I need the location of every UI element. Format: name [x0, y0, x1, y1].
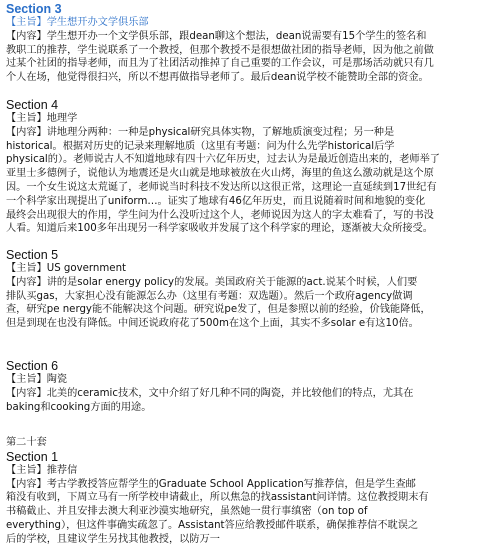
- section-3-content-line-2: 教职工的推荐，学生说联系了一个教授，但那个教授不是很想做社团的指导老师，因为他之前做: [6, 44, 434, 56]
- section-4-content-line-2: historical。根据对历史的记录来理解地质（这里有考题：问为什么先学historical后学: [6, 140, 395, 152]
- section-5-title: Section 5: [6, 248, 59, 262]
- section-6-content-line-1: 【内容】北美的ceramic技术，文中介绍了好几种不同的陶瓷，并比较他们的特点，尤其在: [6, 387, 414, 399]
- section-3-content-line-3: 过某个社团的指导老师，而且为了社团活动推掉了自己重要的工作会议，可是那场活动就只有几: [6, 58, 434, 70]
- section-6: [6, 359, 482, 414]
- section-5-content-line-3: 查，研究pe nergy能不能解决这个问题。研究说pe发了，但是参照以前的经验，价钱能降低，: [6, 304, 431, 316]
- section-4-content-line-1: 【内容】讲地理分两种：一种是physical研究具体实物，了解地质演变过程；另一种是: [6, 126, 395, 138]
- section-3-content-line-1: 【内容】学生想开办一个文学俱乐部，跟dean聊这个想法，dean说需要有15个学生的签名和: [6, 30, 427, 42]
- section-6-content-line-2: baking和cooking方面的用途。: [6, 401, 152, 413]
- set-20-content-line-2: 箱没有收到，下周立马有一所学校申请截止，所以焦急的找assistant问详情。这位教授期末有: [6, 492, 429, 504]
- section-4-content-line-3: physical的）。老师说古人不知道地球有四十六亿年历史，过去认为是最近创造出来的，老师举了: [6, 154, 440, 166]
- set-20-content-line-3: 书稿截止、并且安排去澳大利亚沙漠实地研究，虽然她一贯行事缜密（on top of: [6, 506, 368, 518]
- set-20-section-1-topic: 【主旨】推荐信: [6, 464, 78, 476]
- set-20-section-1-title: Section 1: [6, 449, 59, 464]
- section-4-topic: 【主旨】地理学: [6, 113, 78, 124]
- section-3: [6, 2, 482, 85]
- section-3-title: Section 3: [6, 2, 62, 16]
- section-3-content-line-4: 个人在场，他觉得很扫兴，所以不想再做指导老师了。最后dean说学校不能赞助全部的资金。: [6, 72, 429, 84]
- section-5: [6, 248, 482, 331]
- section-4-content-line-7: 最终会出现很大的作用，学生问为什么没听过这个人，老师说因为这人的字太难看了，写的书没: [6, 209, 434, 221]
- set-heading: 第二十套: [6, 437, 47, 448]
- set-20-content-line-1: 【内容】考古学教授答应帮学生的Graduate School Application写推荐信，但是学生查邮: [6, 478, 416, 490]
- section-5-content-line-4: 但是到现在也没有降低。中间还说政府花了500m在这个上面，其实不多solar e有这10倍。: [6, 318, 419, 330]
- set-20-content-line-4: everything），但这件事确实疏忽了。Assistant答应给教授邮件联系，确保推荐信不耽误之: [6, 519, 419, 531]
- section-5-content-line-1: 【内容】讲的是solar energy policy的发展。美国政府关于能源的act.说某个时候，人们要: [6, 276, 418, 288]
- section-3-topic: 【主旨】学生想开办文学俱乐部: [6, 17, 149, 28]
- section-4-content-line-8: 人看。知道后来100多年出现另一科学家吸收并发展了这个科学家的理论，逐渐被大众所接受。: [6, 223, 433, 235]
- set-20-content-line-5: 后的学校，且建议学生另找其他教授，以防万一: [6, 533, 220, 545]
- section-5-content-line-2: 排队买gas，大家担心没有能源怎么办（这里有考题：双选题）。然后一个政府agency做调: [6, 290, 413, 302]
- section-5-topic: 【主旨】US government: [6, 263, 127, 274]
- section-6-title: Section 6: [6, 359, 59, 373]
- set-20-section-1: [6, 436, 482, 547]
- section-4: [6, 98, 482, 236]
- section-4-content-line-6: 一个科学家出现提出了uniform…。证实了地球有46亿年历史，而且说随着时间和地貌的变化: [6, 195, 426, 207]
- section-4-content-line-5: 因。一个女生说这太荒诞了，老师说当时科技不发达所以这很正常，这理论一直延续到17世纪有: [6, 181, 437, 193]
- section-4-title: Section 4: [6, 98, 59, 112]
- section-4-content-line-4: 亚里士多德例子，说他认为地震还是火山就是地球被放在火山烤，海里的鱼这么激动就是这个原: [6, 168, 434, 180]
- section-6-topic: 【主旨】陶瓷: [6, 374, 68, 385]
